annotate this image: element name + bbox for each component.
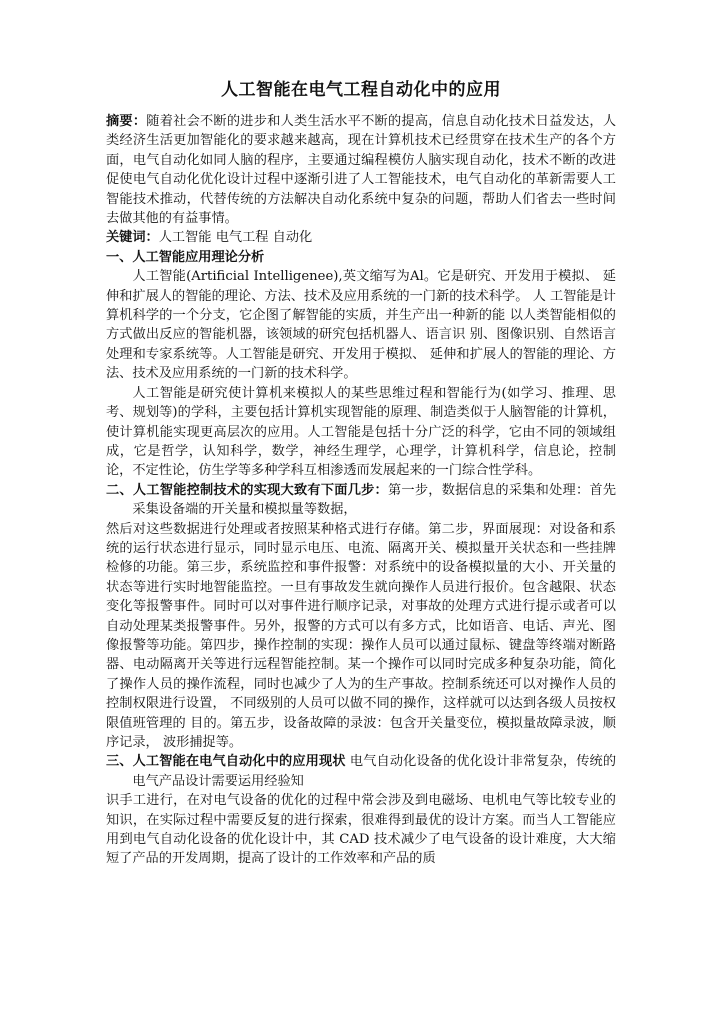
abstract-label: 摘要： <box>106 114 147 129</box>
document-title: 人工智能在电气工程自动化中的应用 <box>221 80 501 100</box>
section2-heading-tail: 第一步，数据信息的采集和处理：首先采集设备端的开关量和模拟量等数据， <box>132 482 617 518</box>
keywords-label: 关键词： <box>106 230 159 246</box>
section3-heading: 三、人工智能在电气自动化中的应用现状 <box>106 754 346 770</box>
keywords-line <box>106 228 616 247</box>
section2-heading-line <box>106 481 616 520</box>
section3-heading-tail: 电气自动化设备的优化设计非常复杂，传统的电气产品设计需要运用经验知 <box>132 754 617 789</box>
section1-paragraph-2: 人工智能是研究使计算机来模拟人的某些思维过程和智能行为(如学习、推理、思考、规划等)的学科，主要包括计算机实现智能的原理、制造类似于人脑智能的计算机，使计算机能实现更高层次的应用。人工智能是包括十分广泛的科学，它由不同的领域组成，它是哲学，认知科学，数学，神经生理学，心理学，计算机科学，信息论，控制论，不定性论，仿生学等多种学科互相渗透而发展起来的一门综合性学科。 <box>106 385 616 479</box>
document-page <box>106 78 616 869</box>
keywords-text: 人工智能 电气工程 自动化 <box>158 230 313 246</box>
section3-paragraph: 识手工进行，在对电气设备的优化的过程中常会涉及到电磁场、电机电气等比较专业的知识，在实际过程中需要反复的进行探索，很难得到最优的设计方案。而当人工智能应用到电气自动化设备的优化设计中，其 CAD 技术减少了电气设备的设计难度，大大缩短了产品的开发周期，提高了设计的工作效率和产品的质 <box>106 793 616 867</box>
abstract-text: 随着社会不断的进步和人类生活水平不断的提高，信息自动化技术日益发达，人类经济生活更加智能化的要求越来越高，现在计算机技术已经贯穿在技术生产的各个方面，电气自动化如同人脑的程序，主要通过编程模仿人脑实现自动化，技术不断的改进促使电气自动化优化设计过程中逐渐引进了人工智能技术，电气自动化的革新需要人工智能技术推动，代替传统的方法解决自动化系统中复杂的问题，帮助人们省去一些时间去做其他的有益事情。 <box>106 114 617 227</box>
abstract-paragraph <box>106 112 616 228</box>
section1-heading: 一、人工智能应用理论分析 <box>106 249 265 265</box>
section1-paragraph-1: 人工智能(Artificial Intelligenee),英文缩写为Al。它是研究、开发用于模拟、 延伸和扩展人的智能的理论、方法、技术及应用系统的一门新的技术科学。 人 工智能是计算机科学的一个分支，它企图了解智能的实质，并生产出一种新的能 以人类智能相似的方式做出反应的智能机器，该领域的研究包括机器人、语言识 别、图像识别、自然语言处理和专家系统等。人工智能是研究、开发用于模拟、 延伸和扩展人的智能的理论、方法、技术及应用系统的一门新的技术科学。 <box>106 269 616 382</box>
section3-heading-line <box>106 752 616 791</box>
section2-heading: 二、人工智能控制技术的实现大致有下面几步： <box>106 482 388 498</box>
section2-paragraph: 然后对这些数据进行处理或者按照某种格式进行存储。第二步，界面展现：对设备和系统的运行状态进行显示，同时显示电压、电流、隔离开关、模拟量开关状态和一些挂牌检修的功能。第三步，系统监控和事件报警：对系统中的设备模拟量的大小、开关量的状态等进行实时地智能监控。一旦有事故发生就向操作人员进行报价。包含越限、状态变化等报警事件。同时可以对事件进行顺序记录，对事故的处理方式进行提示或者可以自动处理某类报警事件。另外，报警的方式可以有多方式，比如语音、电话、声光、图像报警等功能。第四步，操作控制的实现：操作人员可以通过鼠标、键盘等终端对断路器、电动隔离开关等进行远程智能控制。某一个操作可以同时完成多种复杂功能，简化了操作人员的操作流程，同时也减少了人为的生产事故。控制系统还可以对操作人员的控制权限进行设置， 不同级别的人员可以做不同的操作，这样就可以达到各级人员按权限值班管理的 目的。第五步，设备故障的录波：包含开关量变位，模拟量故障录波，顺序记录， 波形捕捉等。 <box>106 521 616 750</box>
